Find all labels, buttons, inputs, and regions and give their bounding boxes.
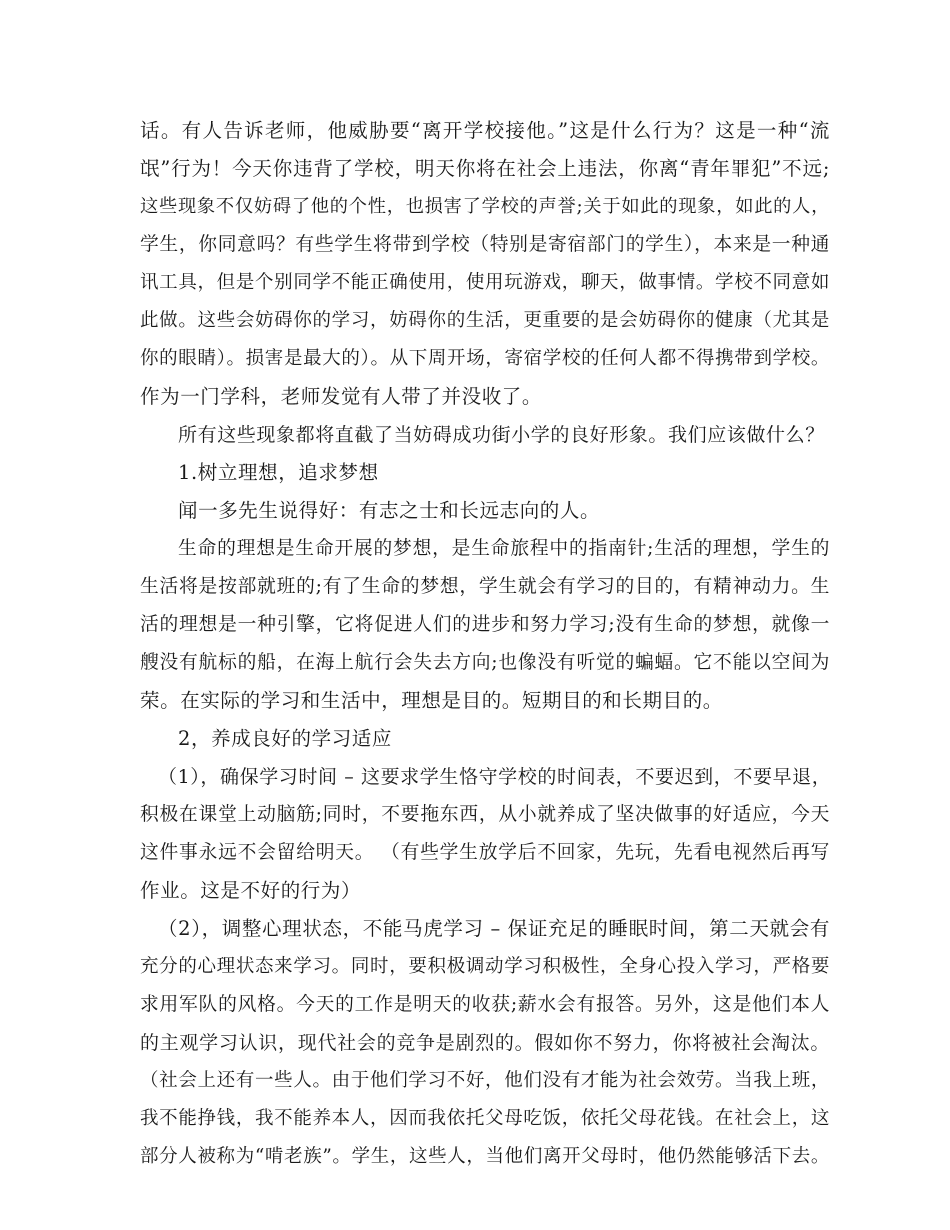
text-line: 艘没有航标的船，在海上航行会失去方向;也像没有听觉的蝙蝠。它不能以空间为	[140, 652, 830, 673]
text-line: （1），确保学习时间 – 这要求学生恪守学校的时间表，不要迟到，不要早退，	[158, 766, 832, 788]
text-line: 所有这些现象都将直截了当妨碍成功街小学的良好形象。我们应该做什么？	[178, 424, 825, 446]
text-line: 这件事永远不会留给明天。 （有些学生放学后不回家，先玩，先看电视然后再写	[140, 842, 830, 863]
text-line: 我不能挣钱，我不能养本人，因而我依托父母吃饭，依托父母花钱。在社会上，这	[140, 1108, 830, 1129]
text-line: 积极在课堂上动脑筋;同时，不要拖东西，从小就养成了坚决做事的好适应，今天	[140, 804, 830, 825]
text-line: 闻一多先生说得好：有志之士和长远志向的人。	[178, 499, 601, 522]
text-line: （2），调整心理状态，不能马虎学习 – 保证充足的睡眠时间，第二天就会有	[158, 917, 830, 940]
text-line: （社会上还有一些人。由于他们学习不好，他们没有才能为社会效劳。当我上班，	[140, 1070, 830, 1091]
section-heading: 2，养成良好的学习适应	[178, 727, 393, 750]
text-line: 作为一门学科，老师发觉有人带了并没收了。	[140, 385, 543, 408]
text-line: 部分人被称为“啃老族”。学生，这些人，当他们离开父母时，他仍然能够活下去。	[140, 1146, 830, 1167]
text-line: 充分的心理状态来学习。同时，要积极调动学习积极性，全身心投入学习，严格要	[140, 956, 830, 977]
text-line: 活的理想是一种引擎，它将促进人们的进步和努力学习;没有生命的梦想，就像一	[140, 614, 830, 635]
text-line: 求用军队的风格。今天的工作是明天的收获;薪水会有报答。另外，这是他们本人	[140, 994, 830, 1015]
text-line: 作业。这是不好的行为）	[140, 879, 362, 902]
text-line: 生活将是按部就班的;有了生命的梦想，学生就会有学习的目的，有精神动力。生	[140, 576, 830, 597]
text-line: 讯工具，但是个别同学不能正确使用，使用玩游戏，聊天，做事情。学校不同意如	[140, 272, 830, 293]
text-line: 你的眼睛）。损害是最大的）。从下周开场，寄宿学校的任何人都不得携带到学校。	[140, 348, 830, 369]
text-line: 话。有人告诉老师，他威胁要“离开学校接他。”这是什么行为？这是一种“流	[140, 119, 830, 142]
text-line: 的主观学习认识，现代社会的竞争是剧烈的。假如你不努力，你将被社会淘汰。	[140, 1032, 830, 1054]
section-heading: 1.树立理想，追求梦想	[178, 461, 379, 484]
text-line: 荣。在实际的学习和生活中，理想是目的。短期目的和长期目的。	[140, 689, 723, 712]
text-line: 这些现象不仅妨碍了他的个性，也损害了学校的声誉;关于如此的现象，如此的人，	[140, 196, 830, 217]
text-line: 氓”行为！今天你违背了学校，明天你将在社会上违法，你离“青年罪犯”不远;	[140, 157, 830, 180]
text-line: 学生，你同意吗？有些学生将带到学校（特别是寄宿部门的学生），本来是一种通	[140, 234, 830, 255]
text-line: 此做。这些会妨碍你的学习，妨碍你的生活，更重要的是会妨碍你的健康（尤其是	[140, 310, 830, 331]
text-line: 生命的理想是生命开展的梦想，是生命旅程中的指南针;生活的理想，学生的	[178, 538, 830, 559]
